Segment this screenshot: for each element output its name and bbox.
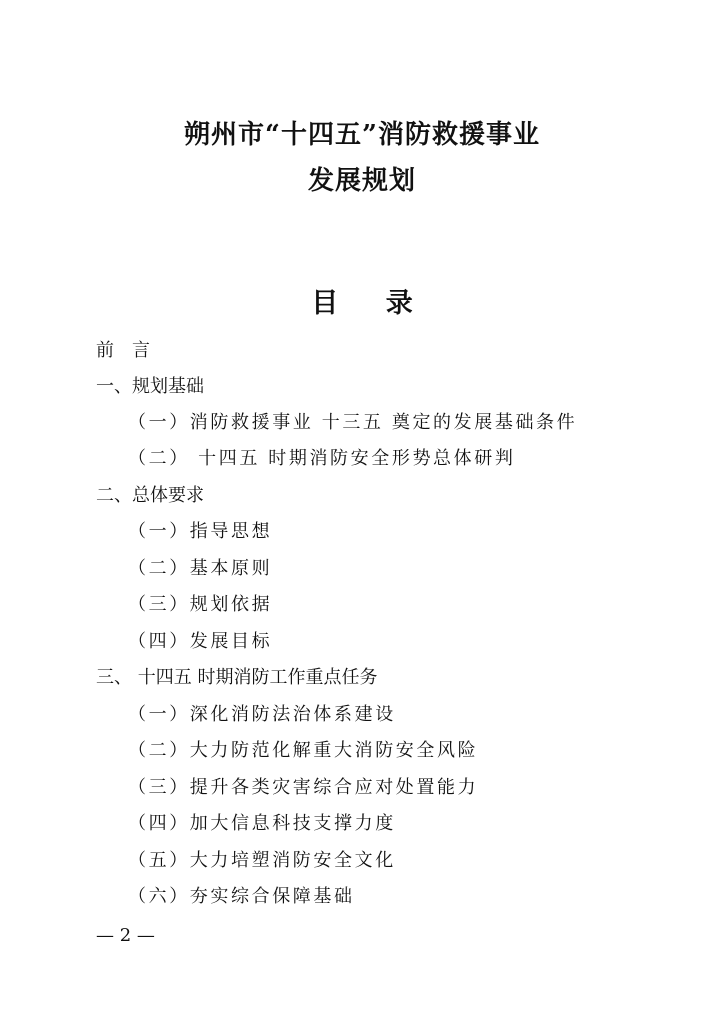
toc-subsection-2-2: （二）基本原则	[128, 558, 273, 579]
toc-section-2: 二、总体要求	[96, 485, 204, 506]
toc-subsection-3-6: （六）夯实综合保障基础	[128, 886, 355, 907]
document-title-line-1: 朔州市“十四五”消防救援事业	[184, 120, 540, 150]
toc-section-1: 一、规划基础	[96, 376, 204, 397]
toc-subsection-2-4: （四）发展目标	[128, 631, 273, 652]
toc-section-3: 三、 十四五 时期消防工作重点任务	[96, 667, 378, 688]
toc-subsection-3-4: （四）加大信息科技支撑力度	[128, 813, 396, 834]
toc-subsection-3-2: （二）大力防范化解重大消防安全风险	[128, 740, 479, 761]
toc-subsection-3-3: （三）提升各类灾害综合应对处置能力	[128, 777, 479, 798]
toc-subsection-2-3: （三）规划依据	[128, 594, 273, 615]
toc-subsection-3-5: （五）大力培塑消防安全文化	[128, 850, 396, 871]
toc-entry-preface: 前 言	[96, 340, 150, 361]
toc-subsection-2-1: （一）指导思想	[128, 521, 273, 542]
toc-subsection-3-1: （一）深化消防法治体系建设	[128, 704, 396, 725]
toc-subsection-1-2: （二） 十四五 时期消防安全形势总体研判	[128, 448, 516, 469]
toc-heading: 目 录	[311, 288, 413, 319]
document-title-line-2: 发展规划	[307, 166, 416, 196]
toc-subsection-1-1: （一）消防救援事业 十三五 奠定的发展基础条件	[128, 412, 578, 433]
page-number: — 2 —	[96, 925, 155, 946]
